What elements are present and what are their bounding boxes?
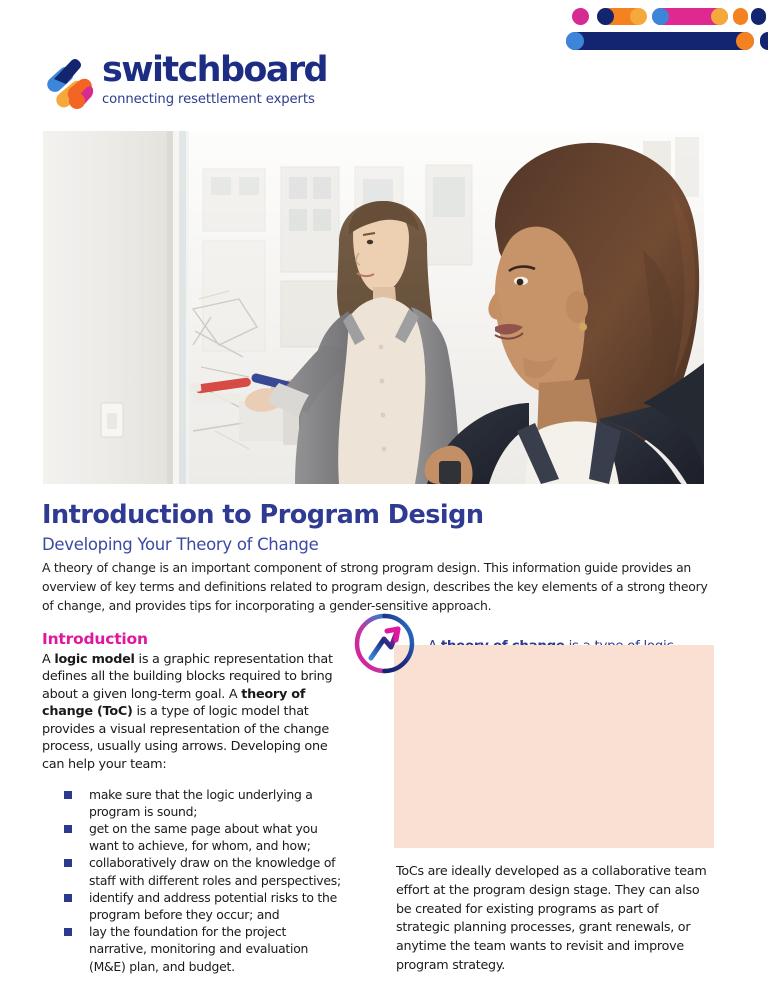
bullet-list-item: identify and address potential risks to the program before they occur; and [64,889,347,923]
decoration-segment [751,8,766,25]
bullet-list-item: collaboratively draw on the knowledge of staff with different roles and perspectives; [64,854,347,888]
decoration-segment [652,8,669,25]
bullet-square-icon [64,859,72,867]
decoration-segment [733,8,748,25]
decoration-segment [711,8,728,25]
left-column [42,632,347,975]
bullet-square-icon [64,928,72,936]
benefits-bullet-list [42,786,347,975]
theory-of-change-callout-box [394,645,714,848]
bullet-list-item: make sure that the logic underlying a program is sound; [64,786,347,820]
switchboard-logo-mark-icon [44,57,94,109]
bullet-square-icon [64,791,72,799]
decoration-segment [597,8,614,25]
logo-tagline: connecting resettlement experts [102,92,315,107]
bullet-square-icon [64,894,72,902]
bullet-list-item: get on the same page about what you want to achieve, for whom, and how; [64,820,347,854]
switchboard-logo[interactable] [44,50,374,113]
decoration-segment [630,8,647,25]
logo-wordmark: switchboard [102,50,327,90]
page-title: Introduction to Program Design [42,500,484,530]
introduction-heading: Introduction [42,630,148,648]
bullet-square-icon [64,825,72,833]
intro-lede-paragraph: A theory of change is an important component of strong program design. This information guide provides an overview of key terms and definitions related to program design, describes the key elements of a strong theory of change, and provides tips for incorporating a gender-sensitive approach. [42,560,708,613]
introduction-paragraph: A logic model is a graphic representation that defines all the building blocks required to bring about a given long-term goal. A theory of change (ToC) is a type of logic model that provides a visual representation of the change process, usually using arrows. Developing one can help your team: [42,651,333,773]
decoration-segment [760,32,768,50]
hero-photo [43,131,704,484]
theory-of-change-arrow-icon [353,612,416,675]
decoration-segment [736,32,754,50]
bullet-list-item: lay the foundation for the project narrative, monitoring and evaluation (M&E) plan, and budget. [64,923,347,975]
toc-collaboration-paragraph: ToCs are ideally developed as a collaborative team effort at the program design stage. They can also be created for existing programs as part of strategic planning processes, grant renewals, or anytime the team wants to revisit and improve program strategy. [396,863,707,972]
page-subtitle: Developing Your Theory of Change [42,535,319,554]
decoration-segment [572,8,589,25]
decorative-dot-bar-pattern [0,0,768,56]
decoration-segment [566,32,754,50]
switchboard-logo-text [102,50,372,107]
decoration-segment [566,32,584,50]
